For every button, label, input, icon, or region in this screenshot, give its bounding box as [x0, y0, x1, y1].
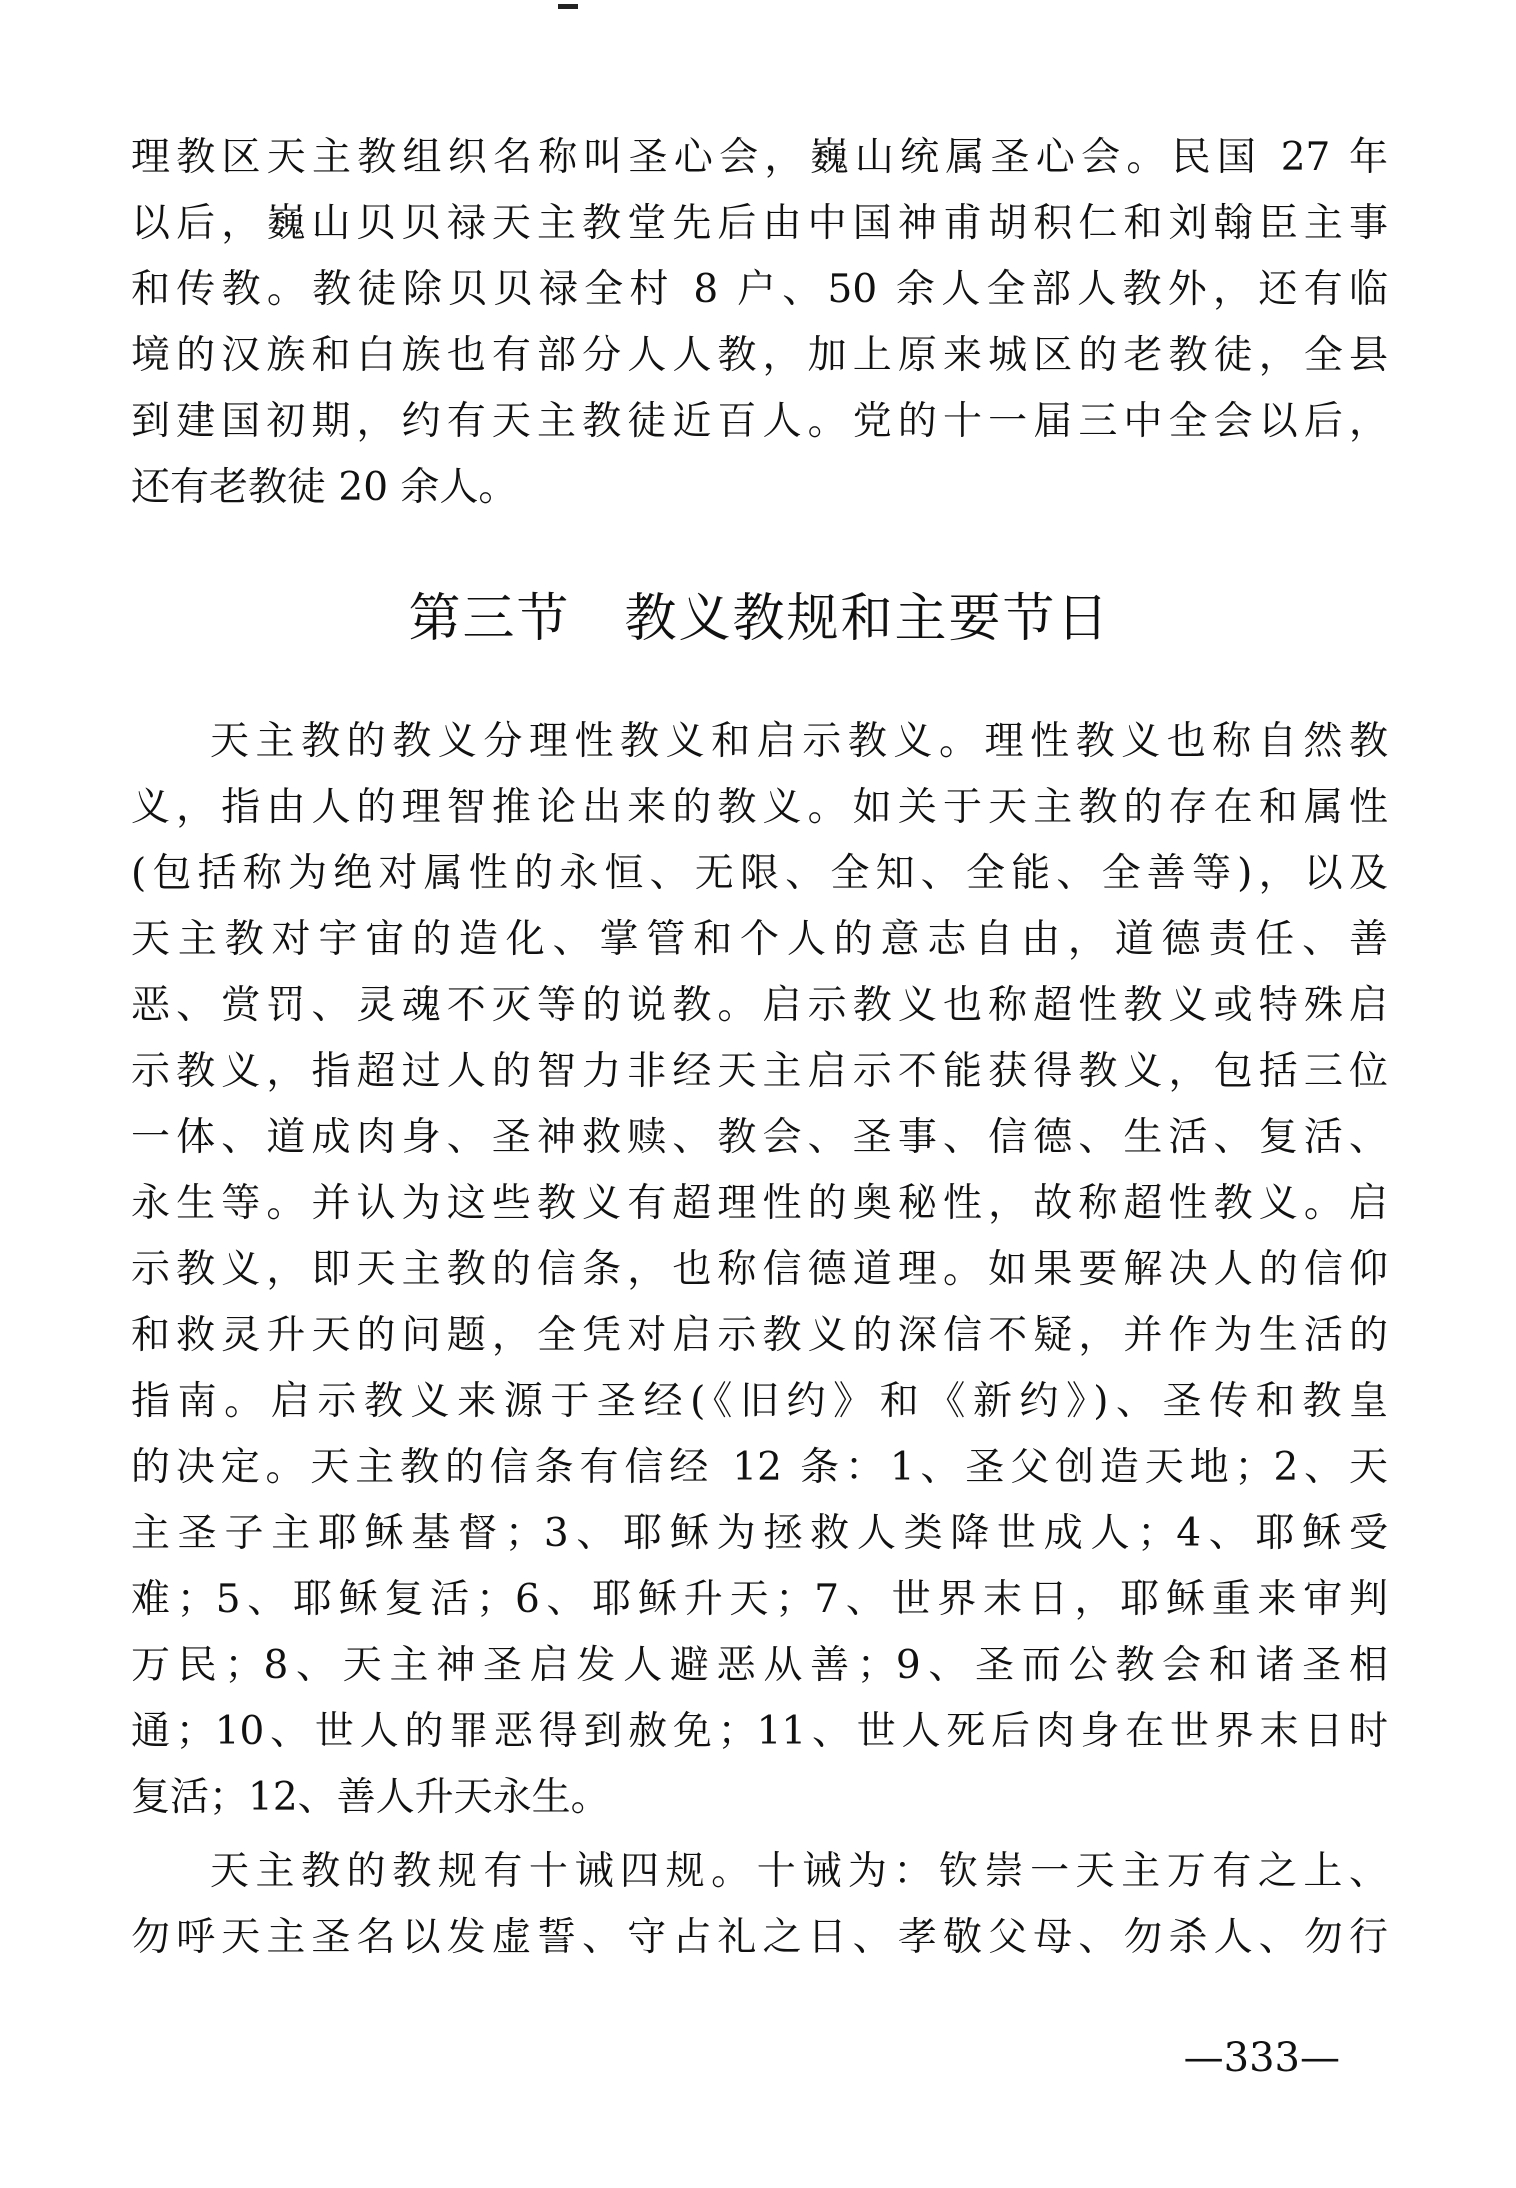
text-line: 通；10、世人的罪恶得到赦免；11、世人死后肉身在世界末日时 [131, 1709, 1388, 1754]
text-line: 指南。启示教义来源于圣经(《旧约》和《新约》)、圣传和教皇 [131, 1379, 1388, 1424]
text-line: 天主教的教义分理性教义和启示教义。理性教义也称自然教 [210, 719, 1388, 764]
text-line: 复活；12、善人升天永生。 [131, 1775, 610, 1820]
text-line: 示教义，指超过人的智力非经天主启示不能获得教义，包括三位 [131, 1049, 1388, 1094]
paragraph-2 [131, 709, 1388, 1831]
text-line: 万民；8、天主神圣启发人避恶从善；9、圣而公教会和诸圣相 [131, 1643, 1388, 1688]
text-line: 天主教对宇宙的造化、掌管和个人的意志自由，道德责任、善 [131, 917, 1388, 962]
text-line: 勿呼天主圣名以发虚誓、守占礼之日、孝敬父母、勿杀人、勿行 [131, 1915, 1388, 1960]
text-line: 以后，巍山贝贝禄天主教堂先后由中国神甫胡积仁和刘翰臣主事 [131, 201, 1388, 246]
text-line: 主圣子主耶稣基督；3、耶稣为拯救人类降世成人；4、耶稣受 [131, 1511, 1388, 1556]
text-line: 义，指由人的理智推论出来的教义。如关于天主教的存在和属性 [131, 785, 1388, 830]
text-line: 到建国初期，约有天主教徒近百人。党的十一届三中全会以后， [131, 399, 1388, 444]
paragraph-1 [131, 125, 1388, 521]
text-line: 和传教。教徒除贝贝禄全村 8 户、50 余人全部人教外，还有临 [131, 267, 1388, 312]
page-body [131, 125, 1388, 1971]
scan-mark [558, 4, 578, 9]
text-line: 难；5、耶稣复活；6、耶稣升天；7、世界末日，耶稣重来审判 [131, 1577, 1388, 1622]
text-line: 示教义，即天主教的信条，也称信德道理。如果要解决人的信仰 [131, 1247, 1388, 1292]
paragraph-3 [131, 1839, 1388, 1971]
section-title: 第三节 教义教规和主要节日 [408, 589, 1111, 649]
text-line: 和救灵升天的问题，全凭对启示教义的深信不疑，并作为生活的 [131, 1313, 1388, 1358]
text-line: 还有老教徒 20 余人。 [131, 465, 518, 510]
page-number: —333— [1183, 2035, 1340, 2081]
text-line: (包括称为绝对属性的永恒、无限、全知、全能、全善等)，以及 [131, 851, 1388, 896]
text-line: 的决定。天主教的信条有信经 12 条：1、圣父创造天地；2、天 [131, 1445, 1388, 1490]
text-line: 一体、道成肉身、圣神救赎、教会、圣事、信德、生活、复活、 [131, 1115, 1388, 1160]
text-line: 理教区天主教组织名称叫圣心会，巍山统属圣心会。民国 27 年 [131, 135, 1388, 180]
text-line: 永生等。并认为这些教义有超理性的奥秘性，故称超性教义。启 [131, 1181, 1388, 1226]
text-line: 恶、赏罚、灵魂不灭等的说教。启示教义也称超性教义或特殊启 [131, 983, 1388, 1028]
text-line: 境的汉族和白族也有部分人人教，加上原来城区的老教徒，全县 [131, 333, 1388, 378]
paragraph-gap [131, 1831, 1388, 1839]
text-line: 天主教的教规有十诫四规。十诫为：钦崇一天主万有之上、 [210, 1849, 1388, 1894]
